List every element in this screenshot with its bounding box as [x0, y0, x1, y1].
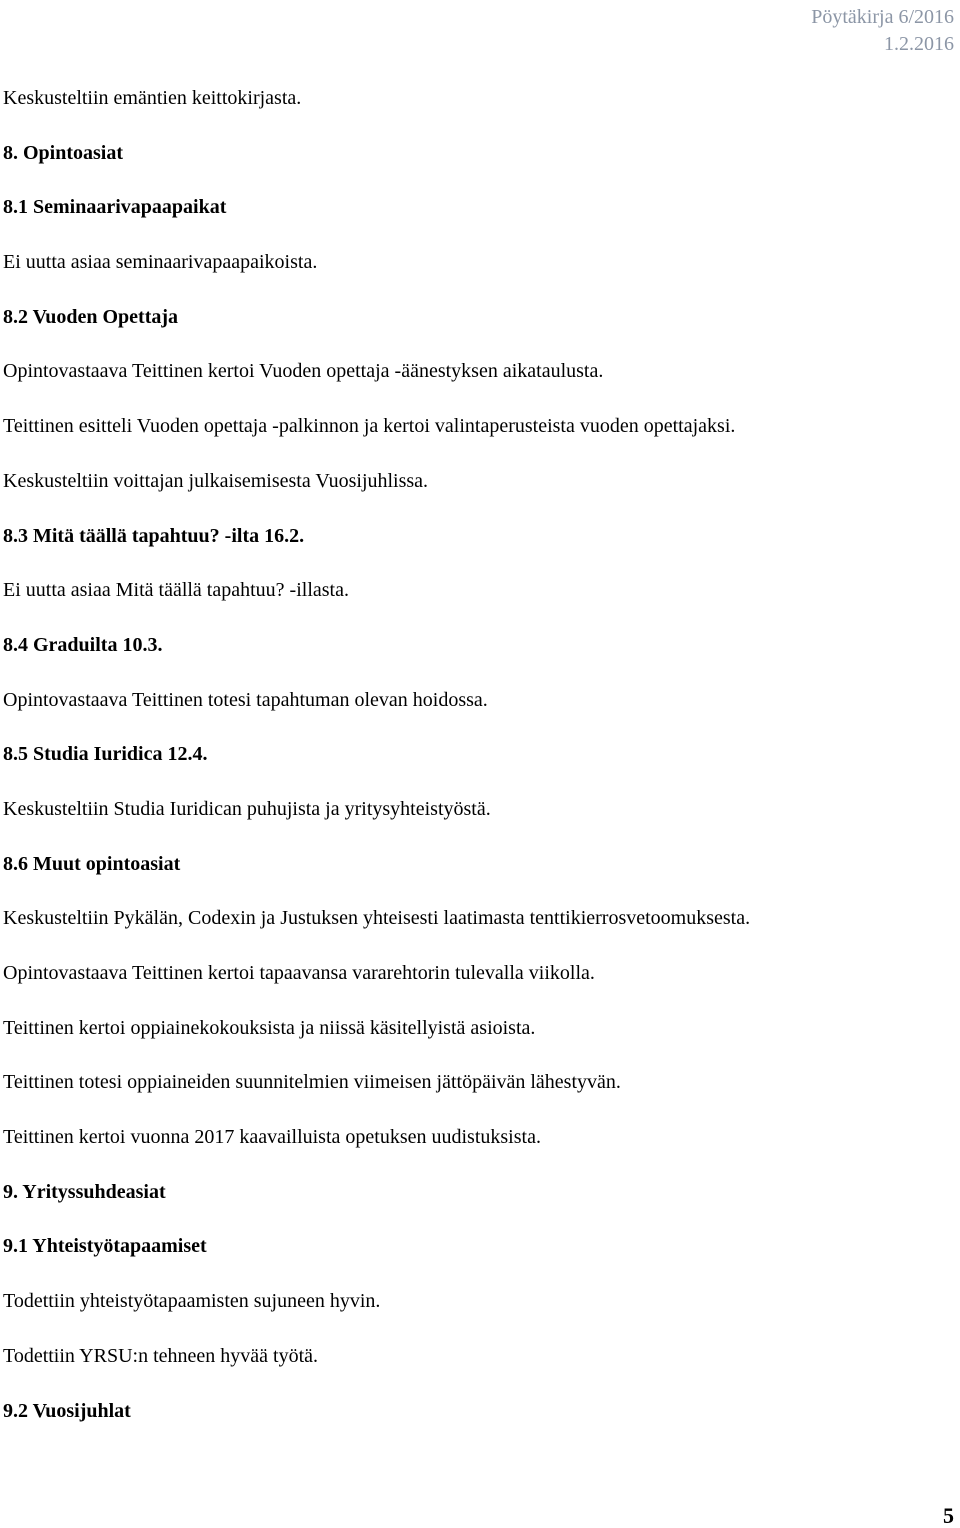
section-heading: 9. Yrityssuhdeasiat [3, 1180, 166, 1203]
paragraph: Keskusteltiin Studia Iuridican puhujista ja yritysyhteistyöstä. [3, 797, 491, 820]
paragraph: Keskusteltiin emäntien keittokirjasta. [3, 87, 302, 109]
page-header [811, 4, 954, 58]
paragraph: Todettiin YRSU:n tehneen hyvää työtä. [3, 1344, 319, 1367]
header-title: Pöytäkirja 6/2016 [811, 6, 954, 28]
paragraph: Teittinen kertoi oppiainekokouksista ja niissä käsitellyistä asioista. [3, 1016, 536, 1039]
paragraph: Opintovastaava Teittinen totesi tapahtuman olevan hoidossa. [3, 688, 488, 711]
subsection-heading: 8.4 Graduilta 10.3. [3, 633, 163, 656]
paragraph: Keskusteltiin Pykälän, Codexin ja Justuksen yhteisesti laatimasta tenttikierrosvetoomuksesta. [3, 907, 751, 930]
paragraph: Teittinen esitteli Vuoden opettaja -palkinnon ja kertoi valintaperusteista vuoden opettajaksi. [3, 415, 736, 438]
header-date: 1.2.2016 [884, 33, 954, 55]
paragraph: Ei uutta asiaa seminaarivapaapaikoista. [3, 251, 318, 274]
document-body [3, 83, 953, 1450]
subsection-heading: 8.1 Seminaarivapaapaikat [3, 196, 227, 219]
paragraph: Ei uutta asiaa Mitä täällä tapahtuu? -illasta. [3, 579, 349, 602]
paragraph: Keskusteltiin voittajan julkaisemisesta Vuosijuhlissa. [3, 469, 429, 492]
subsection-heading: 8.3 Mitä täällä tapahtuu? -ilta 16.2. [3, 524, 305, 547]
subsection-heading: 8.5 Studia Iuridica 12.4. [3, 743, 208, 766]
page-number: 5 [943, 1503, 954, 1528]
subsection-heading: 8.2 Vuoden Opettaja [3, 305, 179, 328]
paragraph: Teittinen kertoi vuonna 2017 kaavailluista opetuksen uudistuksista. [3, 1126, 541, 1149]
subsection-heading: 8.6 Muut opintoasiat [3, 852, 181, 875]
paragraph: Todettiin yhteistyötapaamisten sujuneen hyvin. [3, 1290, 381, 1313]
paragraph: Teittinen totesi oppiaineiden suunnitelmien viimeisen jättöpäivän lähestyvän. [3, 1071, 621, 1094]
paragraph: Opintovastaava Teittinen kertoi tapaavansa vararehtorin tulevalla viikolla. [3, 962, 595, 984]
subsection-heading: 9.2 Vuosijuhlat [3, 1399, 131, 1422]
paragraph: Opintovastaava Teittinen kertoi Vuoden opettaja -äänestyksen aikataulusta. [3, 360, 604, 383]
section-heading: 8. Opintoasiat [3, 141, 124, 164]
subsection-heading: 9.1 Yhteistyötapaamiset [3, 1235, 207, 1258]
